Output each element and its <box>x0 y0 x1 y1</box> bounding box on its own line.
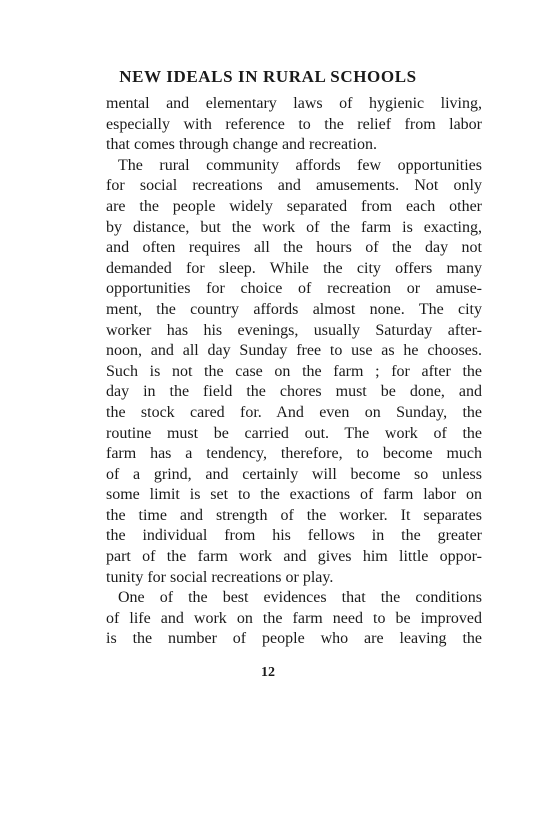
text-line: the individual from his fellows in the greater <box>106 527 482 545</box>
text-line: Such is not the case on the farm ; for after the <box>106 362 482 380</box>
text-line: and often requires all the hours of the day not <box>106 239 482 257</box>
text-line: mental and elementary laws of hygienic living, <box>106 95 482 112</box>
text-line: One of the best evidences that the conditions <box>118 589 482 607</box>
text-line: some limit is set to the exactions of farm labor on <box>106 486 482 504</box>
text-line: worker has his evenings, usually Saturday after- <box>106 321 482 339</box>
text-line: opportunities for choice of recreation or amuse- <box>106 280 482 298</box>
text-line: especially with reference to the relief from labor <box>106 115 482 133</box>
body-text <box>106 94 482 650</box>
text-line: for social recreations and amusements. Not only <box>106 177 482 195</box>
text-line: by distance, but the work of the farm is exacting, <box>106 218 482 236</box>
text-line: The rural community affords few opportunities <box>118 156 482 174</box>
text-line: that comes through change and recreation. <box>106 136 377 154</box>
text-line: is the number of people who are leaving the <box>106 630 482 648</box>
page-number: 12 <box>261 665 275 680</box>
text-line: demanded for sleep. While the city offers many <box>106 259 482 277</box>
text-line: noon, and all day Sunday free to use as he chooses. <box>106 342 482 360</box>
text-line: ment, the country affords almost none. The city <box>106 300 482 318</box>
running-head: NEW IDEALS IN RURAL SCHOOLS <box>119 67 417 86</box>
text-line: of life and work on the farm need to be improved <box>106 609 482 627</box>
text-line: of a grind, and certainly will become so unless <box>106 465 482 483</box>
text-line: routine must be carried out. The work of the <box>106 424 482 442</box>
text-line: tunity for social recreations or play. <box>106 568 334 586</box>
text-line: the stock cared for. And even on Sunday, the <box>106 403 482 421</box>
text-line: the time and strength of the worker. It separates <box>106 506 482 524</box>
text-line: part of the farm work and gives him little oppor- <box>106 548 482 566</box>
text-line: are the people widely separated from each other <box>106 197 482 215</box>
text-line: farm has a tendency, therefore, to become much <box>106 445 482 463</box>
text-line: day in the field the chores must be done, and <box>106 383 482 401</box>
